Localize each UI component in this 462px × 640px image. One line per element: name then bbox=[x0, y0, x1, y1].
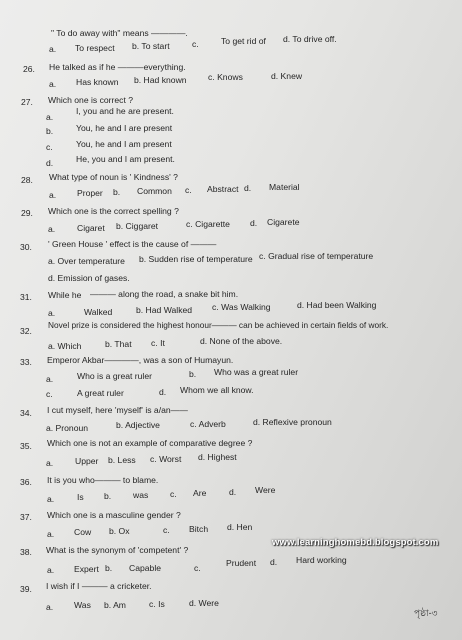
q26-opt-d: d. Knew bbox=[271, 71, 303, 81]
q25-opt-c-label: c. bbox=[192, 39, 199, 49]
q30-opt-c: c. Gradual rise of temperature bbox=[259, 251, 374, 261]
q30-opt-d: d. Emission of gases. bbox=[48, 273, 130, 283]
q34-opt-d: d. Reflexive pronoun bbox=[253, 417, 332, 427]
q31-question-1: While he bbox=[48, 290, 82, 300]
q38-opt-b: b. bbox=[105, 563, 113, 573]
q38-opt-c-text: Prudent bbox=[226, 558, 257, 568]
q33-opt-a-label: a. bbox=[46, 374, 54, 384]
q36-question: It is you who——— to blame. bbox=[47, 475, 159, 485]
q25-opt-a: To respect bbox=[75, 43, 115, 53]
q28-question: What type of noun is ' Kindness' ? bbox=[49, 172, 178, 182]
q27-opt-d: He, you and I am present. bbox=[76, 154, 175, 164]
q36-num: 36. bbox=[20, 477, 32, 487]
q26-opt-a: Has known bbox=[76, 77, 119, 87]
q39-opt-c: c. Is bbox=[149, 599, 165, 609]
q28-opt-a-label: a. bbox=[49, 190, 57, 200]
q34-opt-a: a. Pronoun bbox=[46, 423, 89, 433]
q33-opt-a: Who is a great ruler bbox=[77, 371, 152, 381]
q27-question: Which one is correct ? bbox=[48, 95, 134, 105]
q29-opt-d-text: Cigarete bbox=[267, 217, 300, 227]
q38-opt-a-label: a. bbox=[47, 565, 55, 575]
q39-opt-d: d. Were bbox=[189, 598, 219, 608]
q25-opt-a-label: a. bbox=[49, 44, 57, 54]
q30-opt-a: a. Over temperature bbox=[48, 256, 125, 266]
q36-opt-c-text: Are bbox=[193, 488, 207, 498]
q29-num: 29. bbox=[21, 208, 33, 218]
q38-opt-d-text: Hard working bbox=[296, 555, 347, 565]
q28-num: 28. bbox=[21, 175, 33, 185]
q31-question-2: ——— along the road, a snake bit him. bbox=[90, 289, 239, 299]
q33-opt-d: d. bbox=[159, 387, 167, 397]
q36-opt-c: c. bbox=[170, 489, 177, 499]
q31-opt-b: b. Had Walked bbox=[136, 305, 193, 315]
q31-num: 31. bbox=[20, 292, 32, 302]
q29-opt-a-label: a. bbox=[48, 224, 56, 234]
q28-opt-d: d. bbox=[244, 183, 252, 193]
q37-opt-a-label: a. bbox=[47, 529, 55, 539]
q25-opt-c: To get rid of bbox=[221, 36, 266, 46]
q33-num: 33. bbox=[20, 357, 32, 367]
q39-opt-b: b. Am bbox=[104, 600, 126, 610]
q26-opt-a-label: a. bbox=[49, 79, 57, 89]
q29-opt-c: c. Cigarette bbox=[186, 219, 230, 229]
q32-opt-d: d. None of the above. bbox=[200, 336, 283, 346]
q36-opt-d-text: Were bbox=[255, 485, 276, 495]
q32-opt-b: b. That bbox=[105, 339, 132, 349]
q38-question: What is the synonym of 'competent' ? bbox=[46, 545, 189, 555]
q35-question: Which one is not an example of comparative degree ? bbox=[47, 438, 253, 448]
q29-opt-d: d. bbox=[250, 218, 258, 228]
q27-num: 27. bbox=[21, 97, 33, 107]
q37-opt-b: b. Ox bbox=[109, 526, 130, 536]
watermark-url: www.learninghomebd.blogspot.com bbox=[272, 537, 439, 548]
q35-opt-a: Upper bbox=[75, 456, 99, 466]
q35-opt-d: d. Highest bbox=[198, 452, 237, 462]
q36-opt-b: b. bbox=[104, 491, 112, 501]
q37-num: 37. bbox=[20, 512, 32, 522]
page-number: পৃষ্ঠা-৩ bbox=[414, 608, 438, 618]
q31-opt-d: d. Had been Walking bbox=[297, 300, 377, 310]
q38-opt-a: Expert bbox=[74, 564, 99, 574]
q27-opt-c: You, he and I am present bbox=[76, 139, 172, 149]
q32-num: 32. bbox=[20, 326, 32, 336]
q27-opt-b-label: b. bbox=[46, 126, 54, 136]
q27-opt-a: I, you and he are present. bbox=[76, 106, 174, 116]
q35-opt-b: b. Less bbox=[108, 455, 136, 465]
q37-opt-c: c. bbox=[163, 525, 170, 535]
q36-opt-a: Is bbox=[77, 492, 84, 502]
q39-question: I wish if I ——— a cricketer. bbox=[46, 581, 152, 591]
q27-opt-a-label: a. bbox=[46, 112, 54, 122]
q32-question: Novel prize is considered the highest honour——— can be achieved in certain fields of work. bbox=[48, 320, 389, 330]
q28-opt-b-text: Common bbox=[137, 186, 172, 196]
q25-opt-b: b. To start bbox=[132, 41, 170, 51]
q31-opt-c: c. Was Walking bbox=[212, 302, 271, 312]
q27-opt-c-label: c. bbox=[46, 142, 53, 152]
q33-opt-d-text: Whom we all know. bbox=[180, 385, 254, 395]
q25-opt-d: d. To drive off. bbox=[283, 34, 337, 44]
q36-opt-b-text: was bbox=[133, 490, 149, 500]
q26-question: He talked as if he ———everything. bbox=[49, 62, 186, 72]
q38-opt-c: c. bbox=[194, 563, 201, 573]
q32-opt-c: c. It bbox=[151, 338, 165, 348]
q30-num: 30. bbox=[20, 242, 32, 252]
q28-opt-a: Proper bbox=[77, 188, 103, 198]
q29-question: Which one is the correct spelling ? bbox=[48, 206, 179, 216]
q37-opt-d: d. Hen bbox=[227, 522, 253, 532]
q33-opt-c: A great ruler bbox=[77, 388, 124, 398]
q31-opt-a: Walked bbox=[84, 307, 113, 317]
q25-question: " To do away with" means ————. bbox=[51, 28, 188, 38]
q26-num: 26. bbox=[23, 64, 35, 74]
q39-opt-a: Was bbox=[74, 600, 91, 610]
q31-opt-a-label: a. bbox=[48, 308, 56, 318]
q33-opt-c-label: c. bbox=[46, 389, 53, 399]
q34-question: I cut myself, here 'myself' is a/an—— bbox=[47, 405, 188, 415]
q38-opt-d: d. bbox=[270, 557, 278, 567]
q29-opt-b: b. Ciggaret bbox=[116, 221, 159, 231]
q28-opt-b: b. bbox=[113, 187, 121, 197]
q39-opt-a-label: a. bbox=[46, 602, 54, 612]
q35-opt-a-label: a. bbox=[46, 458, 54, 468]
q33-question: Emperor Akbar————, was a son of Humayun. bbox=[47, 355, 234, 365]
q34-num: 34. bbox=[20, 408, 32, 418]
q34-opt-c: c. Adverb bbox=[190, 419, 226, 429]
q36-opt-d: d. bbox=[229, 487, 237, 497]
q32-opt-a: a. Which bbox=[48, 341, 82, 351]
q38-opt-b-text: Capable bbox=[129, 563, 162, 573]
q39-num: 39. bbox=[20, 584, 32, 594]
q26-opt-c: c. Knows bbox=[208, 72, 243, 82]
q30-question: ' Green House ' effect is the cause of ——— bbox=[48, 239, 217, 249]
q28-opt-d-text: Material bbox=[269, 182, 300, 192]
q34-opt-b: b. Adjective bbox=[116, 420, 160, 430]
q38-num: 38. bbox=[20, 547, 32, 557]
q33-opt-b: b. bbox=[189, 369, 197, 379]
q35-opt-c: c. Worst bbox=[150, 454, 182, 464]
q37-opt-a: Cow bbox=[74, 527, 92, 537]
q27-opt-b: You, he and I are present bbox=[76, 123, 173, 133]
q26-opt-b: b. Had known bbox=[134, 75, 187, 85]
q35-num: 35. bbox=[20, 441, 32, 451]
q37-question: Which one is a masculine gender ? bbox=[47, 510, 181, 520]
q33-opt-b-text: Who was a great ruler bbox=[214, 367, 299, 377]
q30-opt-b: b. Sudden rise of temperature bbox=[139, 254, 253, 264]
q27-opt-d-label: d. bbox=[46, 158, 54, 168]
q29-opt-a: Cigaret bbox=[77, 223, 105, 233]
q28-opt-c: c. bbox=[185, 185, 192, 195]
q36-opt-a-label: a. bbox=[47, 494, 55, 504]
q28-opt-c-text: Abstract bbox=[207, 184, 239, 194]
q37-opt-c-text: Bitch bbox=[189, 524, 209, 534]
